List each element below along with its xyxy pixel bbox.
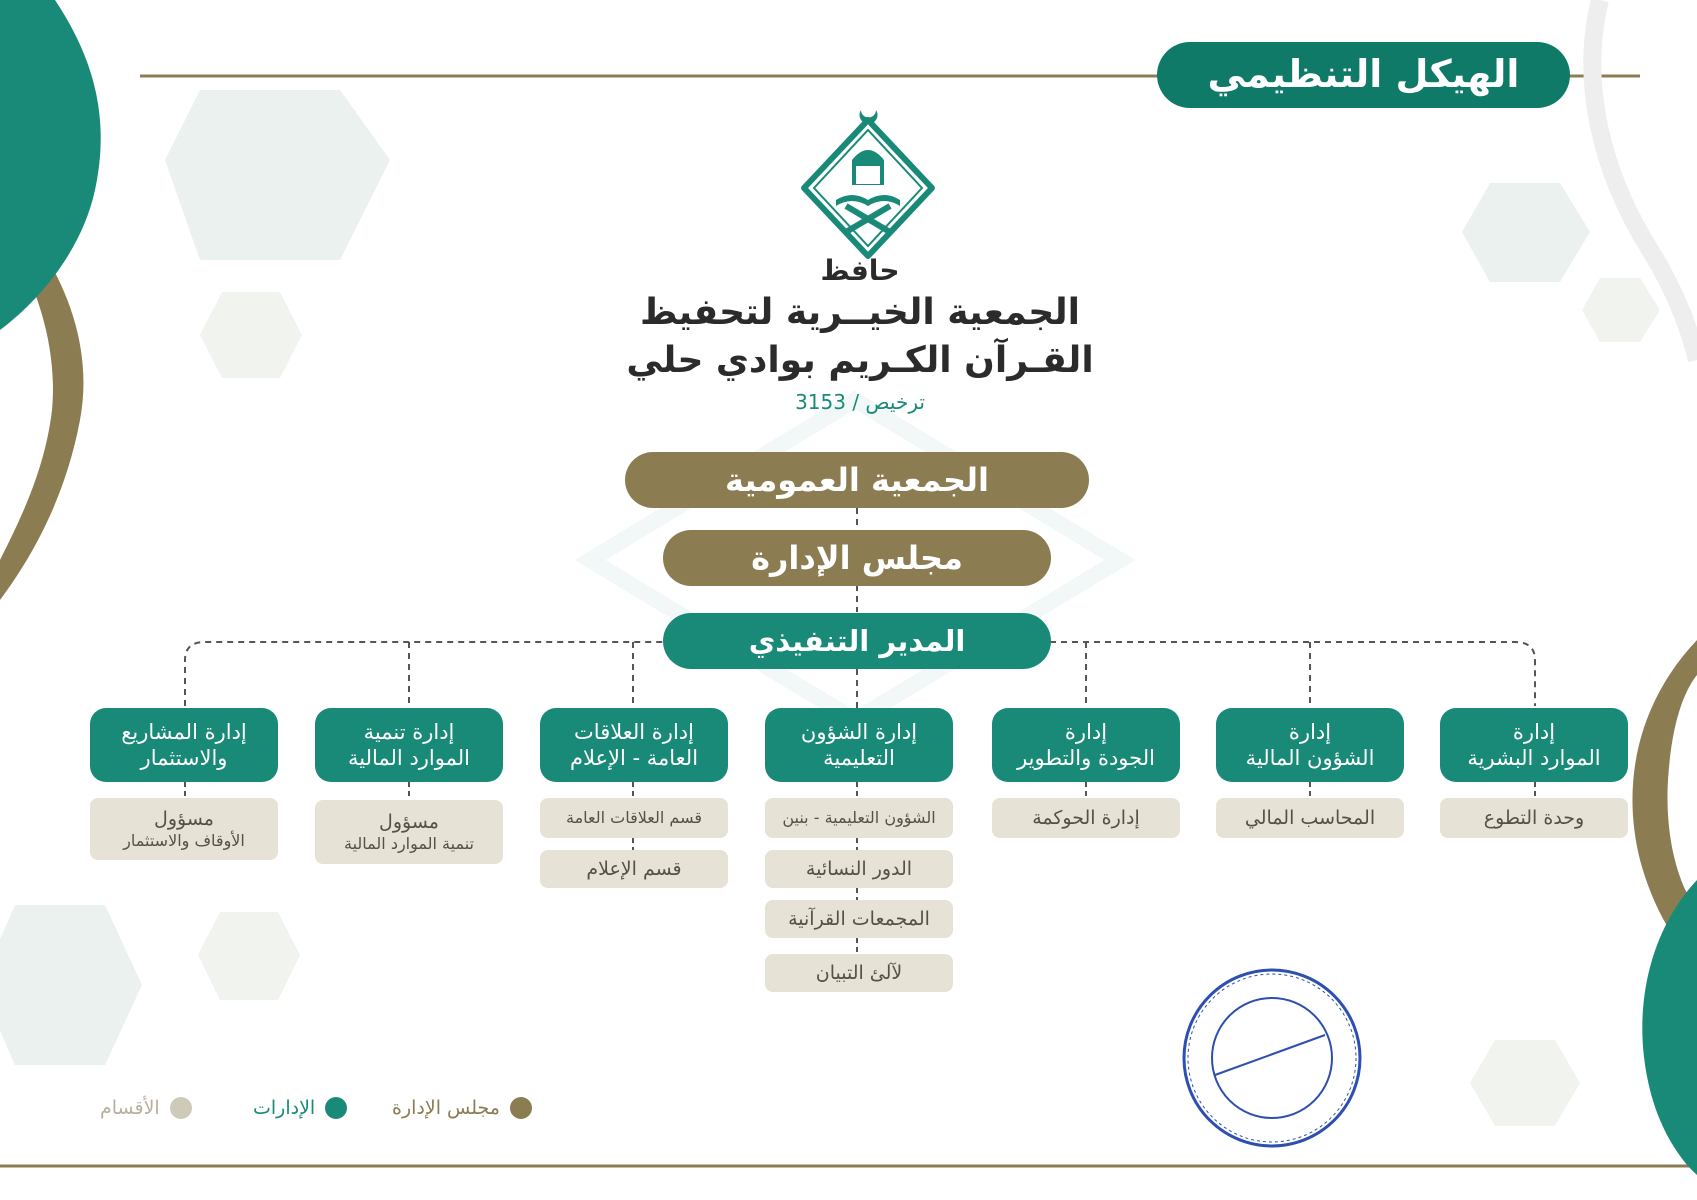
legend-units <box>100 1094 192 1122</box>
logo-emblem <box>804 110 932 256</box>
unit-volunteering <box>1440 798 1628 838</box>
general-assembly-box: الجمعية العمومية <box>625 452 1089 508</box>
unit-laali-altibyan <box>765 954 953 992</box>
department-line1: إدارة تنمية <box>363 719 455 744</box>
department-education <box>765 708 953 782</box>
department-line1: إدارة <box>1288 719 1332 744</box>
legend-dot-beige <box>170 1097 192 1119</box>
unit-label-line1: مسؤول <box>154 808 214 830</box>
official-seal <box>1184 970 1360 1146</box>
unit-label: المحاسب المالي <box>1244 806 1376 829</box>
org-short-name: حافظ <box>820 254 900 287</box>
unit-label: لآلئ التبيان <box>815 961 903 984</box>
department-quality <box>992 708 1180 782</box>
department-line1: إدارة <box>1064 719 1108 744</box>
unit-label-line2: تنمية الموارد المالية <box>344 833 474 853</box>
unit-label: إدارة الحوكمة <box>1032 806 1140 829</box>
unit-education-boys <box>765 798 953 838</box>
department-finance <box>1216 708 1404 782</box>
unit-endowments-officer <box>90 798 278 860</box>
unit-accountant <box>1216 798 1404 838</box>
department-line2: الشؤون المالية <box>1245 746 1375 770</box>
unit-governance <box>992 798 1180 838</box>
board-box: مجلس الإدارة <box>663 530 1051 586</box>
unit-womens-centers <box>765 850 953 888</box>
department-projects <box>90 708 278 782</box>
department-line1: إدارة المشاريع <box>121 719 247 744</box>
department-line2: والاستثمار <box>140 746 228 770</box>
legend-label: الإدارات <box>253 1097 316 1119</box>
unit-quran-complexes <box>765 900 953 938</box>
legend-dot-teal <box>325 1097 347 1119</box>
unit-label: قسم الإعلام <box>586 857 682 880</box>
legend-dot-olive <box>510 1097 532 1119</box>
legend-label: الأقسام <box>100 1097 160 1119</box>
page-title: الهيكل التنظيمي <box>1157 42 1570 108</box>
department-line2: الموارد المالية <box>348 746 470 770</box>
hexagon-decoration <box>165 90 390 260</box>
unit-label: المجمعات القرآنية <box>788 907 930 930</box>
legend-departments <box>253 1094 347 1122</box>
hexagon-decoration <box>1582 278 1660 342</box>
department-line2: الموارد البشرية <box>1467 746 1601 770</box>
unit-label-line2: الأوقاف والاستثمار <box>123 830 245 850</box>
legend-label: مجلس الإدارة <box>392 1097 500 1119</box>
department-financial-resources <box>315 708 503 782</box>
legend-board <box>392 1094 532 1122</box>
unit-label: الشؤون التعليمية - بنين <box>782 808 936 828</box>
executive-director-box: المدير التنفيذي <box>663 613 1051 669</box>
hexagon-decoration <box>1470 1040 1580 1126</box>
department-line2: التعليمية <box>823 746 895 770</box>
unit-public-relations <box>540 798 728 838</box>
unit-label: الدور النسائية <box>805 857 913 880</box>
unit-financial-resources-officer <box>315 800 503 864</box>
hexagon-decoration <box>0 905 142 1065</box>
unit-label: قسم العلاقات العامة <box>566 808 702 828</box>
hexagon-decoration <box>1462 183 1590 282</box>
department-line1: إدارة <box>1512 719 1556 744</box>
department-line1: إدارة الشؤون <box>800 719 918 744</box>
department-line2: العامة - الإعلام <box>569 746 699 770</box>
department-hr <box>1440 708 1628 782</box>
department-line2: الجودة والتطوير <box>1017 746 1155 770</box>
org-license: ترخيص / 3153 <box>795 390 925 414</box>
right-wave-teal <box>1642 880 1697 1175</box>
department-line1: إدارة العلاقات <box>574 719 694 744</box>
hexagon-decoration <box>198 912 300 1000</box>
unit-media <box>540 850 728 888</box>
unit-label-line1: مسؤول <box>379 811 439 833</box>
department-public-relations <box>540 708 728 782</box>
unit-label: وحدة التطوع <box>1483 806 1585 829</box>
org-name-line2: القـرآن الكـريم بوادي حلي <box>626 340 1094 381</box>
org-name-line1: الجمعية الخيــرية لتحفيظ <box>639 292 1080 333</box>
left-wave-teal <box>0 0 101 330</box>
hexagon-decoration <box>200 292 302 378</box>
